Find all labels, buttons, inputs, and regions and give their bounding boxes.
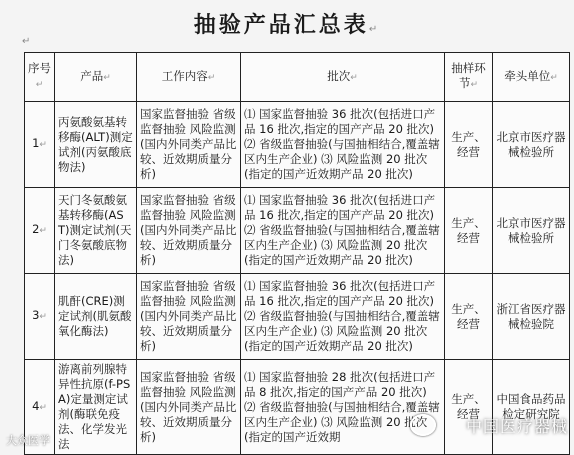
cell-lead: 北京市医疗器械检验所 (493, 188, 570, 274)
cell-batch: ⑴ 国家监督抽验 28 批次(包括进口产品 8 批次,指定的国产产品 20 批次) ⑵ 省级监督抽验(与国抽相结合,覆盖辖区内生产企业) ⑶ 风险监测 20 批次(指定的国产近效期 (241, 360, 445, 455)
cell-work: 国家监督抽验 省级监督抽验 风险监测(国内外同类产品比较、近效期质量分析) (137, 188, 241, 274)
cell-product: 游离前列腺特异性抗原(f-PSA)定量测定试剂(酶联免疫法、化学发光法 (55, 360, 137, 455)
title-text: 抽验产品汇总表 (193, 13, 369, 38)
watermark-left: 大众医学 (6, 434, 50, 447)
cell-lead: 浙江省医疗器械检验院 (493, 274, 570, 360)
cell-lead: 北京市医疗器械检验所 (493, 102, 570, 188)
cell-work: 国家监督抽验 省级监督抽验 风险监测(国内外同类产品比较、近效期质量分析) (137, 102, 241, 188)
table-row (25, 102, 570, 188)
page-title (0, 8, 574, 39)
cell-stage: 生产、经营 (445, 188, 493, 274)
table-header-row (25, 53, 570, 102)
cell-product: 天门冬氨酸氨基转移酶(AST)测定试剂(天门冬氨酸底物法) (55, 188, 137, 274)
header-work: 工作内容↵ (137, 53, 241, 102)
table-row (25, 360, 570, 455)
header-stage: 抽样环节↵ (445, 53, 493, 102)
cell-product: 丙氨酸氨基转移酶(ALT)测定试剂(丙氨酸底物法) (55, 102, 137, 188)
sampling-table (24, 52, 570, 455)
cell-stage: 生产、经营 (445, 274, 493, 360)
cell-product: 肌酐(CRE)测定试剂(肌氨酸氧化酶法) (55, 274, 137, 360)
cell-work: 国家监督抽验 省级监督抽验 风险监测(国内外同类产品比较、近效期质量分析) (137, 360, 241, 455)
cell-batch: ⑴ 国家监督抽验 36 批次(包括进口产品 16 批次,指定的国产产品 20 批次) ⑵ 省级监督抽验(与国抽相结合,覆盖辖区内生产企业) ⑶ 风险监测 20 批次(指定的国产近效期产品 20 批次) (241, 188, 445, 274)
cell-batch: ⑴ 国家监督抽验 36 批次(包括进口产品 16 批次,指定的国产产品 20 批次) ⑵ 省级监督抽验(与国抽相结合,覆盖辖区内生产企业) ⑶ 风险监测 20 批次(指定的国产近效期产品 20 批次) (241, 274, 445, 360)
wechat-icon (410, 414, 436, 436)
cell-no: 1↵ (25, 102, 55, 188)
table-row (25, 188, 570, 274)
cell-no: 3↵ (25, 274, 55, 360)
cell-batch: ⑴ 国家监督抽验 36 批次(包括进口产品 16 批次,指定的国产产品 20 批次) ⑵ 省级监督抽验(与国抽相结合,覆盖辖区内生产企业) ⑶ 风险监测 20 批次(指定的国产近效期产品 20 批次) (241, 102, 445, 188)
watermark-right: 中国医疗器械 (465, 417, 568, 436)
table-row (25, 274, 570, 360)
paragraph-mark: ↵ (368, 24, 381, 35)
header-batch: 批次↵ (241, 53, 445, 102)
paragraph-mark: ↵ (22, 36, 31, 47)
cell-no: 4↵ (25, 360, 55, 455)
header-lead: 牵头单位↵ (493, 53, 570, 102)
header-product: 产品↵ (55, 53, 137, 102)
cell-work: 国家监督抽验 省级监督抽验 风险监测(国内外同类产品比较、近效期质量分析) (137, 274, 241, 360)
cell-stage: 生产、经营 (445, 360, 493, 455)
header-no: 序号↵ (25, 53, 55, 102)
cell-no: 2↵ (25, 188, 55, 274)
cell-stage: 生产、经营 (445, 102, 493, 188)
cell-lead: 中国食品药品检定研究院 (493, 360, 570, 455)
